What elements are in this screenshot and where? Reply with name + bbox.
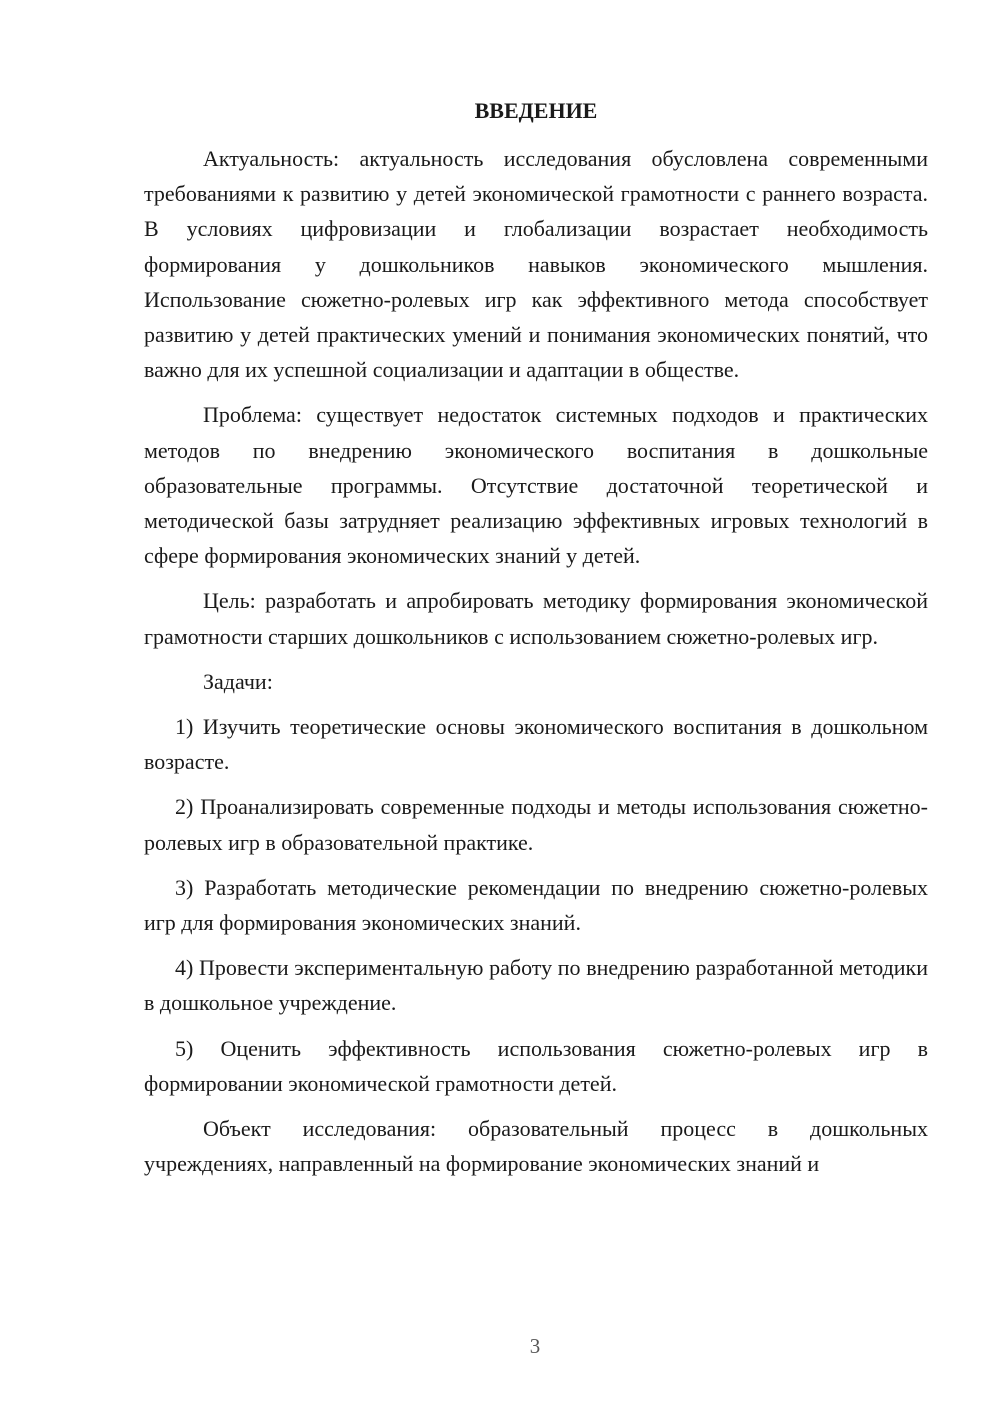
object-paragraph: Объект исследования: образовательный процесс в дошкольных учреждениях, направленный на формирование экономических знаний и xyxy=(144,1116,928,1177)
task-item-3: 3) Разработать методические рекомендации по внедрению сюжетно-ролевых игр для формирования экономических знаний. xyxy=(144,874,928,936)
task-item-2: 2) Проанализировать современные подходы и методы использования сюжетно-ролевых игр в образовательной практике. xyxy=(144,794,928,855)
relevance-paragraph: Актуальность: актуальность исследования обусловлена современными требованиями к развитию у детей экономической грамотности с раннего возраста. В условиях цифровизации и глобализации возрастает необходимость формирования у дошкольников навыков экономического мышления. Использование сюжетно-ролевых игр как эффективного метода способствует развитию у детей практических умений и понимания экономических понятий, что важно для их успешной социализации и адаптации в обществе. xyxy=(144,146,928,383)
page-number: 3 xyxy=(529,1334,541,1358)
task-item-1: 1) Изучить теоретические основы экономического воспитания в дошкольном возрасте. xyxy=(144,714,928,775)
page-content xyxy=(144,96,928,1191)
goal-paragraph: Цель: разработать и апробировать методику формирования экономической грамотности старших дошкольников с использованием сюжетно-ролевых игр. xyxy=(144,588,928,649)
tasks-heading: Задачи: xyxy=(203,668,273,694)
section-title: ВВЕДЕНИЕ xyxy=(474,98,598,123)
task-item-4: 4) Провести экспериментальную работу по внедрению разработанной методики в дошкольное учреждение. xyxy=(144,955,928,1016)
task-item-5: 5) Оценить эффективность использования сюжетно-ролевых игр в формировании экономической грамотности детей. xyxy=(144,1035,928,1096)
problem-paragraph: Проблема: существует недостаток системных подходов и практических методов по внедрению экономического воспитания в дошкольные образовательные программы. Отсутствие достаточной теоретической и методической базы затрудняет реализацию эффективных игровых технологий в сфере формирования экономических знаний у детей. xyxy=(144,402,928,569)
